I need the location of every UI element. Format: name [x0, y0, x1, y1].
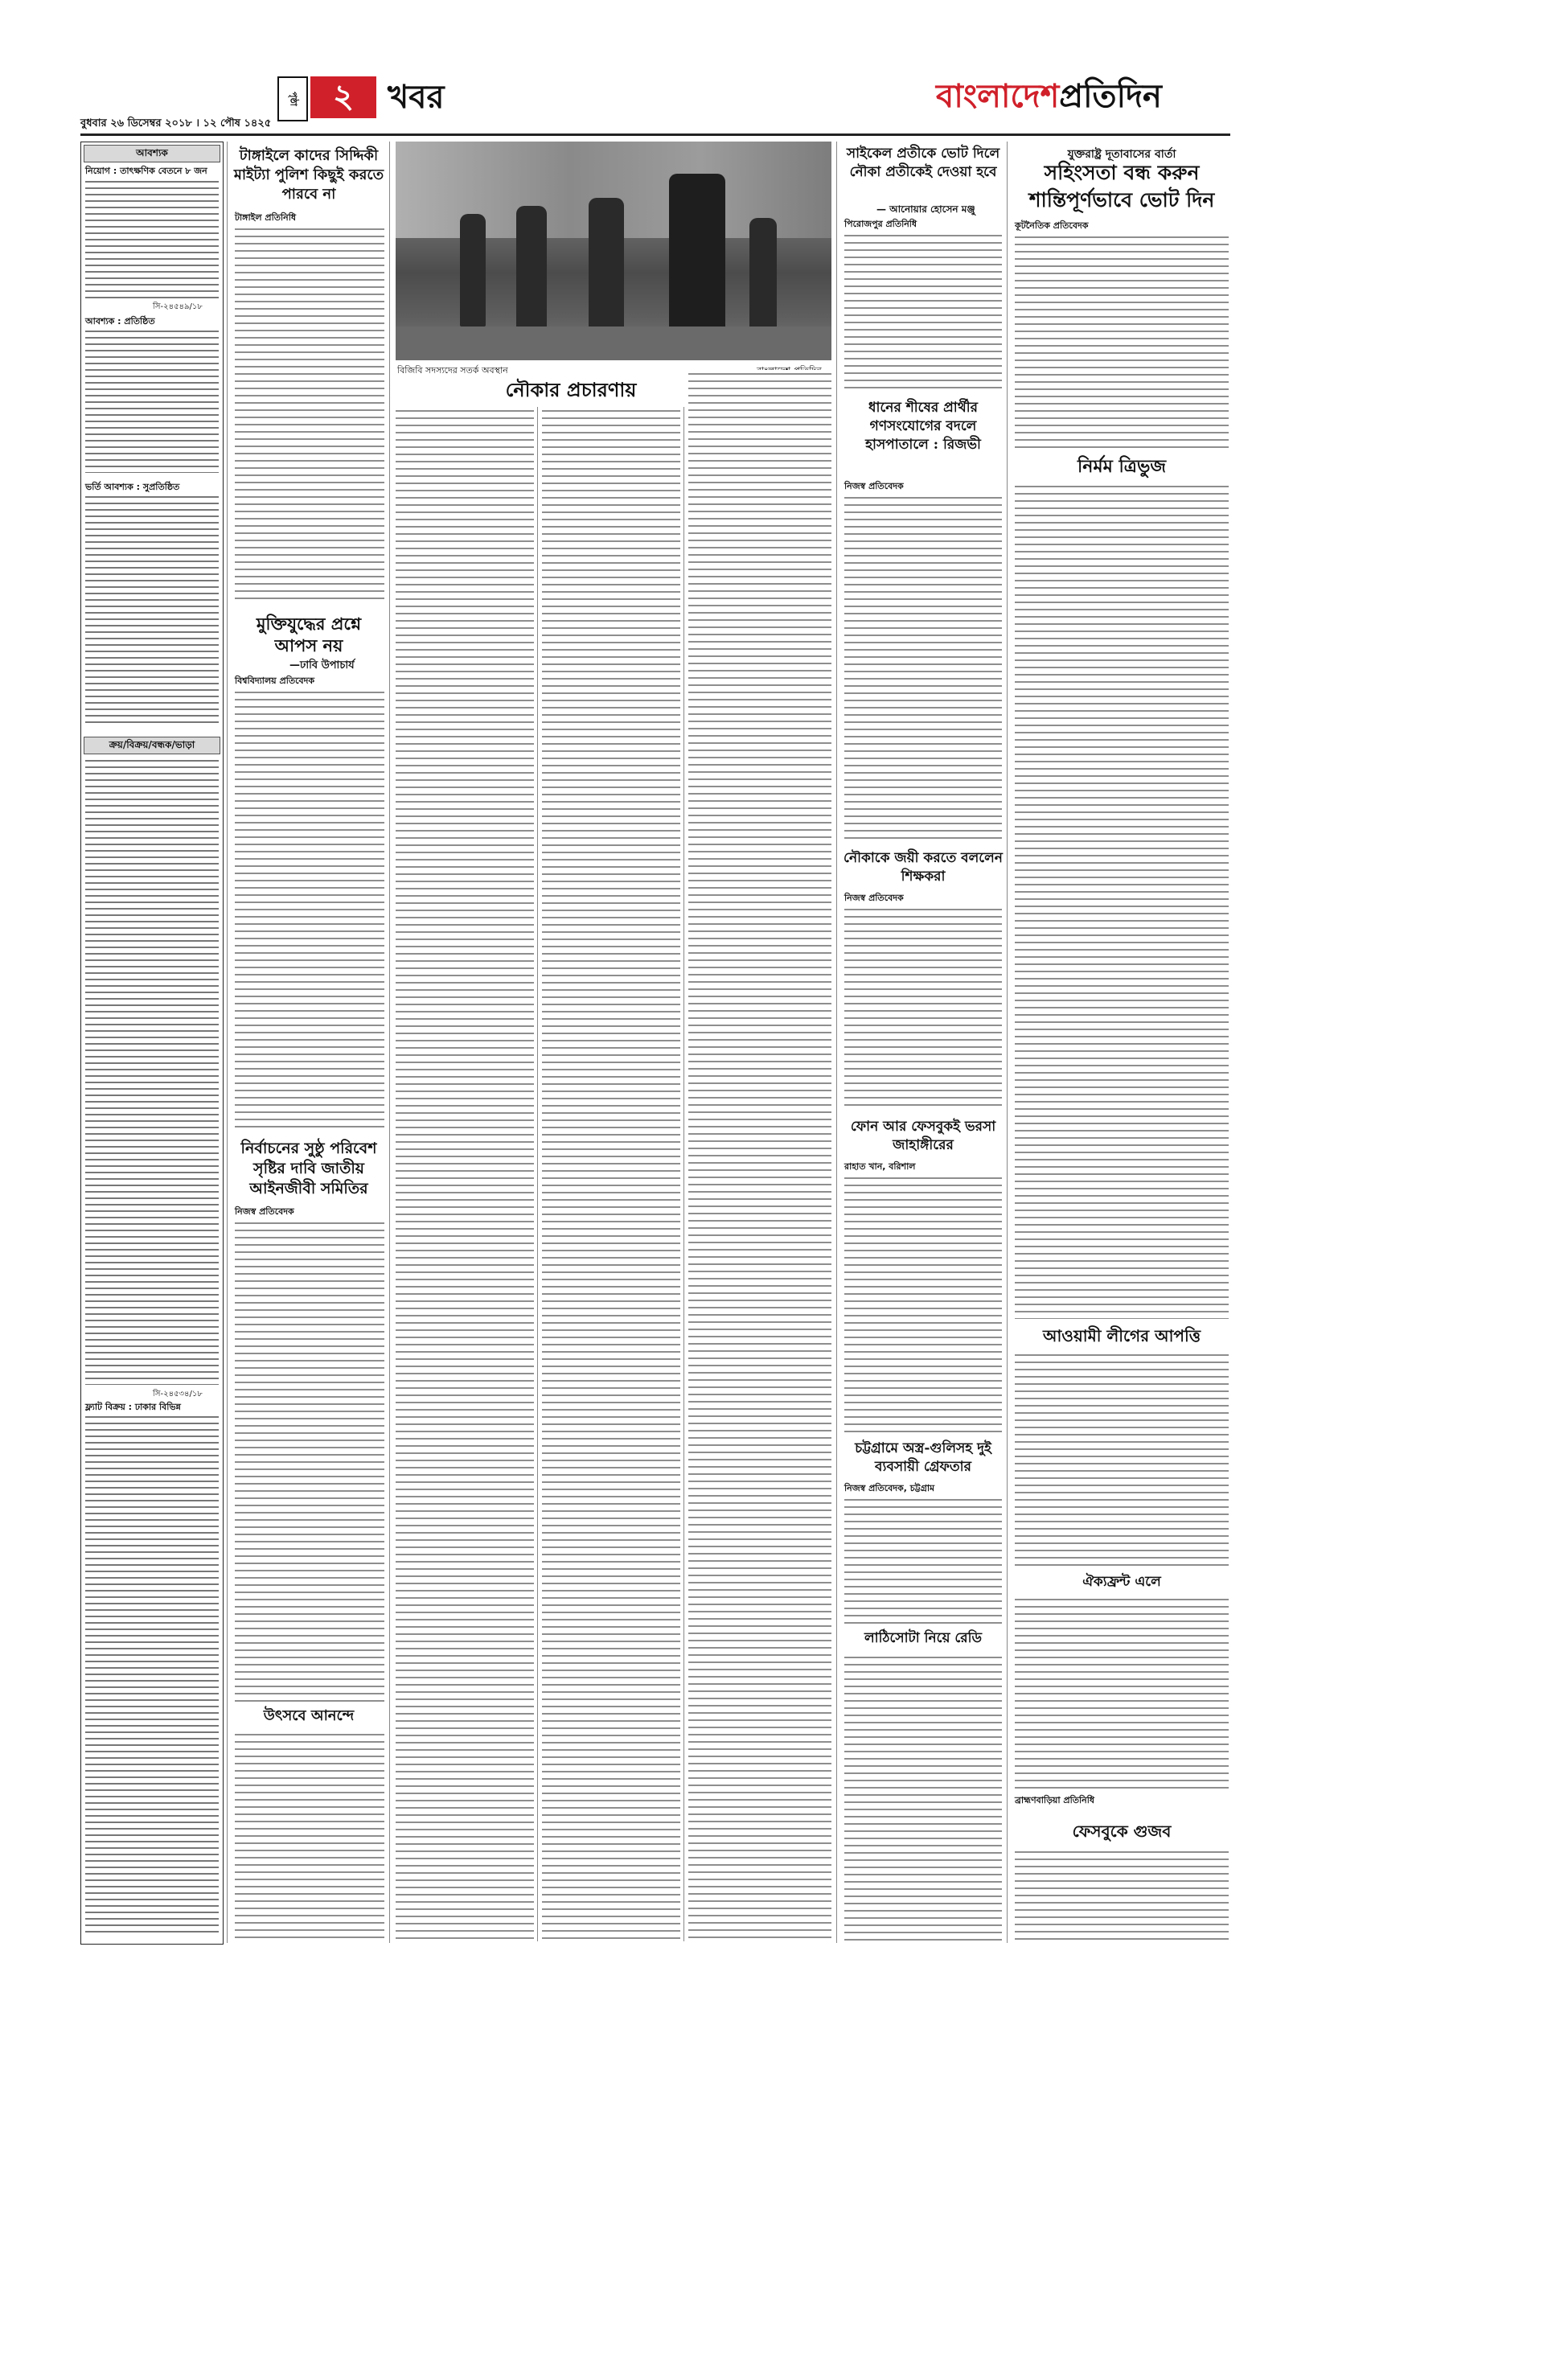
- us-kicker: যুক্তরাষ্ট্র দূতাবাসের বার্তা: [1067, 148, 1176, 161]
- page-number: ২: [332, 77, 354, 115]
- nirmom-body: [1015, 483, 1229, 1319]
- utsab-body: [235, 1731, 384, 1941]
- phone-headline: ফোন আর ফেসবুকই ভরসা জাহাঙ্গীরের: [850, 1119, 996, 1153]
- classified-text: [85, 179, 219, 299]
- fb-body: [1015, 1848, 1229, 1941]
- mukti-headline: মুক্তিযুদ্ধের প্রশ্নে আপস নয়: [256, 614, 362, 655]
- classified-header-kroy: ক্রয়/বিক্রয়/বন্ধক/ভাড়া: [84, 737, 220, 754]
- classified-snippet: নিয়োগ : তাৎক্ষণিক বেতনে ৮ জন: [85, 166, 207, 176]
- boat-body-col1: [396, 407, 534, 1941]
- lawyers-headline: নির্বাচনের সুষ্ঠু পরিবেশ সৃষ্টির দাবি জাতীয় আইনজীবী সমিতির: [240, 1140, 377, 1197]
- column-rule: [227, 142, 228, 1943]
- phone-body: [844, 1174, 1002, 1433]
- ctg-headline: চট্টগ্রামে অস্ত্র-গুলিসহ দুই ব্যবসায়ী গ্রেফতার: [855, 1440, 991, 1475]
- al-headline: আওয়ামী লীগের আপত্তি: [1042, 1326, 1201, 1345]
- classified-ref: সি-২৪৫৪৯/১৮: [153, 302, 203, 311]
- classified-text: [85, 758, 219, 1385]
- lathi-body: [844, 1653, 1002, 1941]
- oikya-body: [1015, 1596, 1229, 1789]
- classified-header-abashyak: আবশ্যক: [84, 145, 220, 162]
- mukti-body: [235, 688, 384, 1131]
- classified-snippet: ফ্ল্যাট বিক্রয় : ঢাকার বিভিন্ন: [85, 1402, 181, 1412]
- boat-body-col3: [688, 370, 831, 1941]
- lawyers-body: [235, 1219, 384, 1702]
- classified-text: [85, 328, 219, 473]
- date-line: বুধবার ২৬ ডিসেম্বর ২০১৮ । ১২ পৌষ ১৪২৫: [80, 117, 272, 129]
- tangail-byline: টাঙ্গাইল প্রতিনিধি: [235, 212, 297, 223]
- ctg-body: [844, 1496, 1002, 1624]
- classified-text: [85, 494, 219, 727]
- photo-ground: [396, 327, 831, 360]
- page-word-box: [277, 76, 308, 121]
- oikya-headline: ঐক্যফ্রন্ট এলে: [1082, 1574, 1161, 1590]
- al-body: [1015, 1351, 1229, 1567]
- classified-snippet: আবশ্যক : প্রতিষ্ঠিত: [85, 316, 155, 327]
- soldier-figure: [516, 206, 547, 335]
- soldier-figure: [460, 214, 486, 327]
- mukti-subhead: —ঢাবি উপাচার্য: [289, 659, 355, 672]
- dhan-headline: ধানের শীষের প্রার্থীর গণসংযোগের বদলে হাসপাতালে : রিজভী: [865, 400, 981, 453]
- column-rule: [836, 142, 837, 1943]
- teacher-body: [844, 906, 1002, 1111]
- boat-headline: নৌকার প্রচারণায়: [505, 378, 637, 401]
- page-number-box: [310, 76, 376, 118]
- photo-caption: বিজিবি সদস্যদের সতর্ক অবস্থান: [397, 365, 508, 376]
- soldier-figure: [589, 198, 624, 339]
- utsab-headline: উৎসবে আনন্দে: [263, 1707, 355, 1724]
- soldier-figure: [749, 218, 777, 339]
- section-title: খবর: [388, 79, 445, 116]
- nirmom-headline: নির্মম ত্রিভুজ: [1077, 456, 1167, 477]
- column-rule: [537, 407, 538, 1941]
- column-rule: [683, 407, 684, 1941]
- teacher-byline: নিজস্ব প্রতিবেদক: [844, 893, 904, 903]
- tangail-headline: টাঙ্গাইলে কাদের সিদ্দিকী মাইট্যা পুলিশ কিছুই করতে পারবে না: [233, 147, 384, 203]
- column-rule: [1007, 142, 1008, 1943]
- lathi-headline: লাঠিসোটা নিয়ে রেডি: [864, 1630, 983, 1646]
- classified-ref: সি-২৪৫৩৪/১৮: [153, 1390, 203, 1399]
- masthead-rule: [80, 133, 1230, 136]
- bgb-photo: [396, 142, 831, 360]
- ctg-byline: নিজস্ব প্রতিবেদক, চট্টগ্রাম: [844, 1483, 935, 1493]
- us-body: [1015, 233, 1229, 450]
- phone-byline: রাহাত খান, বরিশাল: [844, 1161, 916, 1172]
- column-rule: [389, 142, 390, 1943]
- cycle-headline: সাইকেল প্রতীকে ভোট দিলে নৌকা প্রতীকেই দেওয়া হবে: [846, 146, 1000, 180]
- fb-headline: ফেসবুকে গুজব: [1072, 1822, 1172, 1841]
- page-word: পৃষ্ঠা: [288, 92, 299, 106]
- brand-part-2: প্রতিদিন: [1059, 78, 1162, 115]
- dhan-byline: নিজস্ব প্রতিবেদক: [844, 481, 904, 491]
- dhan-body: [844, 494, 1002, 843]
- brand-part-1: বাংলাদেশ: [936, 78, 1060, 115]
- brahman-byline: ব্রাহ্মণবাড়িয়া প্রতিনিধি: [1015, 1795, 1095, 1805]
- classified-text: [85, 1414, 219, 1937]
- mukti-byline: বিশ্ববিদ্যালয় প্রতিবেদক: [235, 676, 315, 686]
- brand-logo: [936, 74, 1225, 119]
- teacher-headline: নৌকাকে জয়ী করতে বললেন শিক্ষকরা: [844, 850, 1003, 885]
- masthead: [0, 0, 1287, 129]
- cycle-subhead: — আনোয়ার হোসেন মঞ্জু: [876, 203, 975, 215]
- cycle-byline: পিরোজপুর প্রতিনিধি: [844, 219, 917, 229]
- classified-snippet: ভর্তি আবশ্যক : সুপ্রতিষ্ঠিত: [85, 482, 180, 492]
- us-byline: কূটনৈতিক প্রতিবেদক: [1015, 220, 1089, 231]
- lawyers-byline: নিজস্ব প্রতিবেদক: [235, 1206, 294, 1217]
- cycle-body: [844, 232, 1002, 392]
- boat-body-col2: [542, 407, 680, 1941]
- tangail-body: [235, 225, 384, 603]
- us-headline: সহিংসতা বন্ধ করুন শান্তিপূর্ণভাবে ভোট দিন: [1028, 161, 1215, 212]
